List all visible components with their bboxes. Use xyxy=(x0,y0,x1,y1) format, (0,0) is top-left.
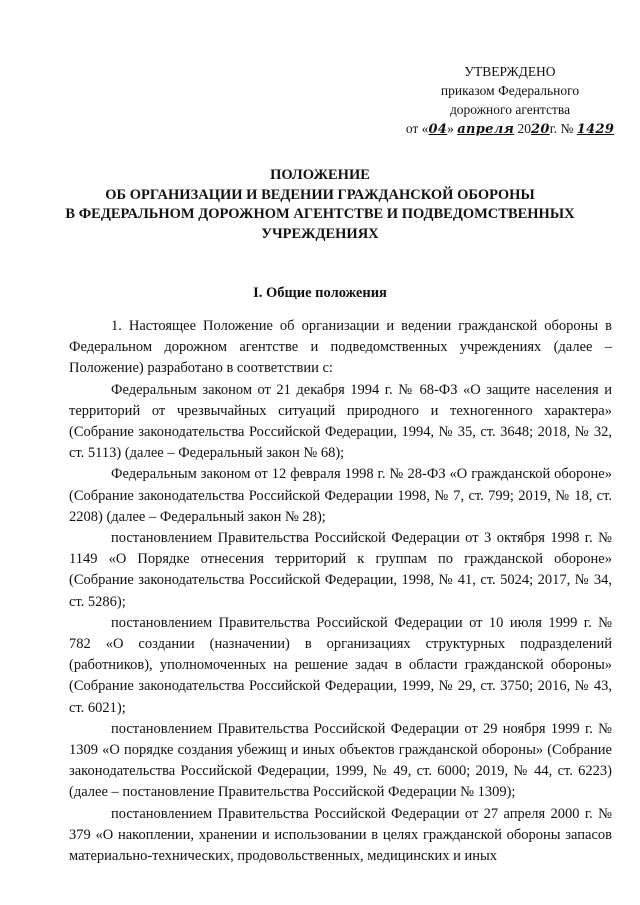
document-body xyxy=(69,316,612,867)
handwritten-year: 20 xyxy=(531,122,550,137)
document-title xyxy=(40,166,600,244)
approval-stamp xyxy=(405,62,615,139)
approval-date-line xyxy=(405,119,615,139)
approval-line-1: приказом Федерального xyxy=(440,83,580,98)
section-heading: I. Общие положения xyxy=(253,285,387,301)
approval-heading: УТВЕРЖДЕНО xyxy=(464,64,556,79)
title-line-4: УЧРЕЖДЕНИЯХ xyxy=(261,225,379,242)
paragraph: постановлением Правительства Российской Федерации от 27 апреля 2000 г. № 379 «О накоплении, хранении и использовании в целях гражданской обороны запасов материально-технических, продовольственных, медицинских и иных xyxy=(69,805,612,865)
handwritten-order-number: 1429 xyxy=(576,122,615,137)
title-line-2: ОБ ОРГАНИЗАЦИИ И ВЕДЕНИИ ГРАЖДАНСКОЙ ОБОРОНЫ xyxy=(105,186,535,203)
handwritten-month: апреля xyxy=(457,122,515,137)
title-line-3: В ФЕДЕРАЛЬНОМ ДОРОЖНОМ АГЕНТСТВЕ И ПОДВЕДОМСТВЕННЫХ xyxy=(65,206,575,222)
approval-line-2: дорожного агентства xyxy=(449,102,571,117)
paragraph: 1. Настоящее Положение об организации и ведении гражданской обороны в Федеральном дорожном агентстве и подведомственных учреждениях (далее – Положение) разработано в соответствии с: xyxy=(69,318,612,377)
paragraph: Федеральным законом от 12 февраля 1998 г. № 28-ФЗ «О гражданской обороне» (Собрание законодательства Российской Федерации 1998, № 7, ст. 799; 2019, № 18, ст. 2208) (далее – Федеральный закон № 28); xyxy=(69,466,612,525)
year-prefix: 20 xyxy=(514,121,532,136)
title-line-1: ПОЛОЖЕНИЕ xyxy=(270,167,370,183)
handwritten-day: 04 xyxy=(428,122,448,137)
paragraph: постановлением Правительства Российской Федерации от 3 октября 1998 г. № 1149 «О Порядке отнесения территорий к группам по гражданской обороне» (Собрание законодательства Российской Федерации, 1998, № 41, ст. 5024; 2017, № 34, ст. 5286); xyxy=(69,530,612,610)
date-prefix: от « xyxy=(405,121,429,136)
paragraph: Федеральным законом от 21 декабря 1994 г. № 68-ФЗ «О защите населения и территорий от чрезвычайных ситуаций природного и техногенного характера» (Собрание законодательства Российской Федерации, 1994, № 35, ст. 3648; 2018, № 32, ст. 5113) (далее – Федеральный закон № 68); xyxy=(69,381,612,462)
date-mid: » xyxy=(447,121,458,136)
year-suffix: г. № xyxy=(549,121,577,136)
paragraph: постановлением Правительства Российской Федерации от 29 ноября 1999 г. № 1309 «О порядке создания убежищ и иных объектов гражданской обороны» (Собрание законодательства Российской Федерации, 1999, № 49, ст. 6000; 2019, № 44, ст. 6223) (далее – постановление Правительства Российской Федерации № 1309); xyxy=(69,720,612,801)
paragraph: постановлением Правительства Российской Федерации от 10 июля 1999 г. № 782 «О создании (назначении) в организациях структурных подразделений (работников), уполномоченных на решение задач в области гражданской обороны» (Собрание законодательства Российской Федерации, 1999, № 29, ст. 3750; 2016, № 43, ст. 6021); xyxy=(69,614,612,716)
